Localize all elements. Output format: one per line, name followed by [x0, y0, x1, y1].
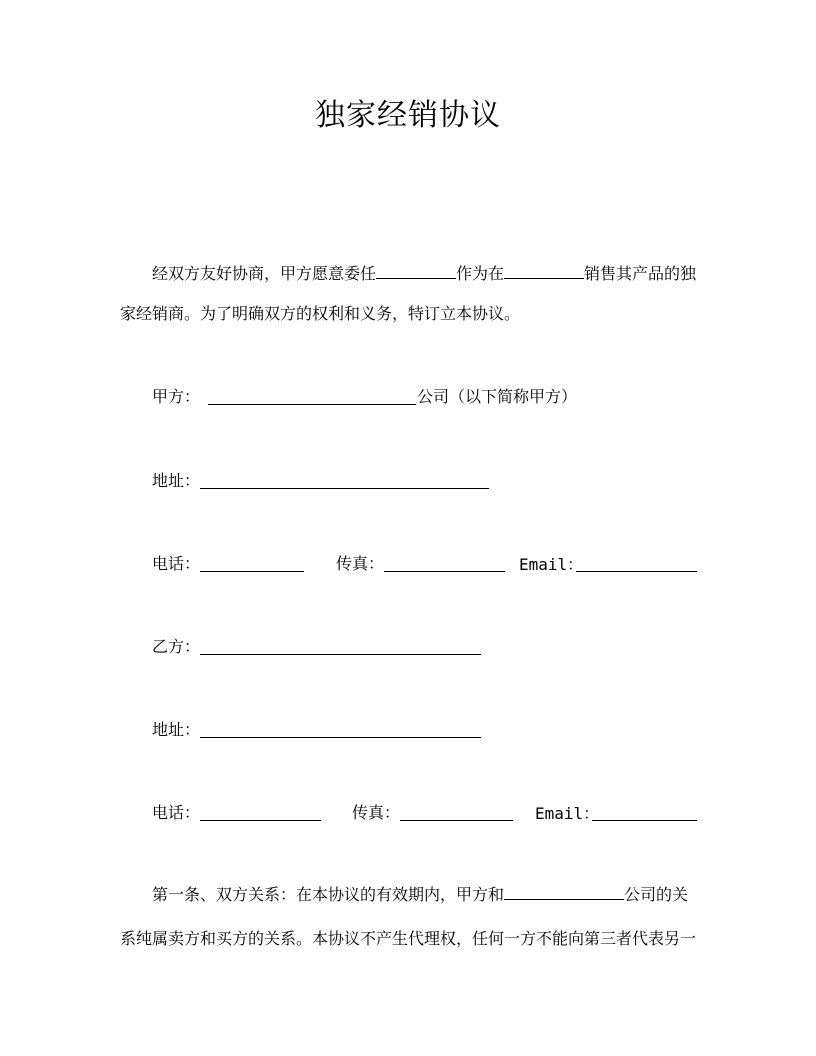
- buyer-company-blank[interactable]: [504, 885, 624, 900]
- intro-line-2: 家经销商。为了明确双方的权利和义务，特订立本协议。: [120, 304, 521, 323]
- intro-text-2: 作为在: [456, 264, 505, 283]
- party-b-name-blank[interactable]: [200, 640, 481, 655]
- party-a-name-blank[interactable]: [208, 390, 416, 405]
- party-b-fax-blank[interactable]: [400, 806, 513, 821]
- party-b-email-label: Email：: [535, 804, 600, 823]
- entrusted-party-blank[interactable]: [376, 264, 456, 279]
- party-a-email-label: Email：: [519, 555, 584, 574]
- party-a-fax-blank[interactable]: [384, 557, 505, 572]
- party-b-address-blank[interactable]: [200, 723, 481, 738]
- party-b-phone-label: 电话：: [152, 803, 201, 822]
- intro-text-3: 销售其产品的独: [584, 264, 697, 283]
- article-1-line-1: [120, 885, 688, 905]
- intro-line-1: [120, 264, 696, 284]
- intro-text-1: 经双方友好协商，甲方愿意委任: [152, 264, 377, 283]
- party-a-address-label: 地址：: [152, 471, 201, 490]
- article-1-line-2: 系纯属卖方和买方的关系。本协议不产生代理权，任何一方不能向第三者代表另一: [120, 929, 697, 948]
- party-b-email-blank[interactable]: [592, 806, 697, 821]
- party-a-suffix: 公司（以下简称甲方）: [417, 387, 578, 406]
- party-b-address-label: 地址：: [152, 720, 201, 739]
- party-a-address-blank[interactable]: [200, 474, 489, 489]
- party-a-phone-blank[interactable]: [200, 557, 304, 572]
- party-b-label: 乙方：: [152, 637, 201, 656]
- party-a-email-blank[interactable]: [576, 557, 697, 572]
- party-a-label: 甲方：: [152, 387, 201, 406]
- article-1-text-1: 第一条、双方关系：在本协议的有效期内，甲方和: [152, 885, 505, 904]
- article-1-text-2: 公司的关: [624, 885, 689, 904]
- party-a-phone-label: 电话：: [152, 554, 201, 573]
- party-b-phone-blank[interactable]: [200, 806, 321, 821]
- document-title: 独家经销协议: [315, 98, 501, 133]
- party-b-fax-label: 传真：: [352, 803, 401, 822]
- territory-blank[interactable]: [504, 264, 584, 279]
- party-a-fax-label: 传真：: [336, 554, 385, 573]
